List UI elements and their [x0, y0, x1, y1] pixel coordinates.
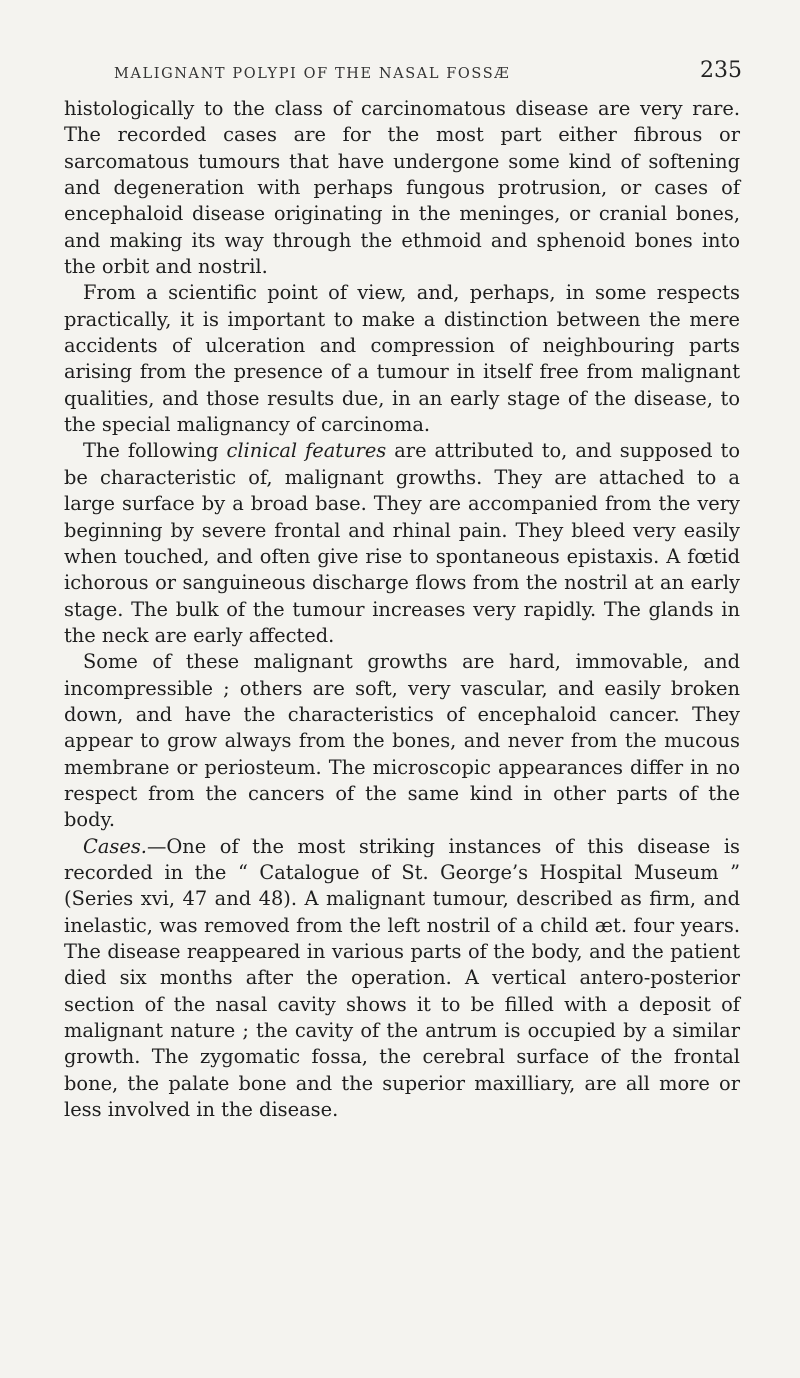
running-title: MALIGNANT POLYPI OF THE NASAL FOSSÆ: [114, 66, 511, 82]
running-head: [64, 58, 742, 96]
paragraph-5: [64, 834, 740, 1124]
paragraph-1: histologically to the class of carcinomatous disease are very rare. The recorded cases are for the most part either fibrous or sarcomatous tumours that have undergone some kind of softening and degeneration with perhaps fungous protrusion, or cases of encephaloid disease originating in the meninges, or cranial bones, and making its way through the ethmoid and sphenoid bones into the orbit and nostril.: [64, 97, 740, 279]
paragraph-3-rest: are attributed to, and supposed to be characteristic of, malignant growths. They are attached to a large surface by a broad base. They are accompanied from the very beginning by severe frontal and rhinal pain. They bleed very easily when touched, and often give rise to spontaneous epistaxis. A fœtid ichorous or sanguineous discharge flows from the nostril at an early stage. The bulk of the tumour increases very rapidly. The glands in the neck are early affected.: [64, 439, 740, 647]
page-number: 235: [700, 58, 742, 83]
paragraph-3-start: The following: [83, 439, 227, 463]
body-text: [64, 96, 740, 1123]
cases-heading: Cases.: [83, 834, 147, 858]
paragraph-2: From a scientific point of view, and, perhaps, in some respects practically, it is important to make a distinction between the mere accidents of ulceration and compression of neighbouring parts arising from the presence of a tumour in itself free from malignant qualities, and those results due, in an early stage of the disease, to the special malignancy of carcinoma.: [64, 281, 740, 437]
paragraph-5-rest: —One of the most striking instances of this disease is recorded in the “ Catalogue of St. George’s Hospital Museum ” (Series xvi, 47 and 48). A malignant tumour, described as firm, and inelastic, was removed from the left nostril of a child æt. four years. The disease reappeared in various parts of the body, and the patient died six months after the operation. A vertical antero-posterior section of the nasal cavity shows it to be filled with a deposit of malignant nature ; the cavity of the antrum is occupied by a similar growth. The zygomatic fossa, the cerebral surface of the frontal bone, the palate bone and the superior maxilliary, are all more or less involved in the disease.: [64, 834, 740, 1122]
paragraph-4: Some of these malignant growths are hard, immovable, and incompressible ; others are soft, very vascular, and easily broken down, and have the characteristics of encephaloid cancer. They appear to grow always from the bones, and never from the mucous membrane or periosteum. The microscopic appearances differ in no respect from the cancers of the same kind in other parts of the body.: [64, 650, 740, 832]
book-page: [64, 58, 742, 1123]
clinical-features-term: clinical features: [226, 439, 387, 463]
paragraph-3: [64, 438, 740, 649]
